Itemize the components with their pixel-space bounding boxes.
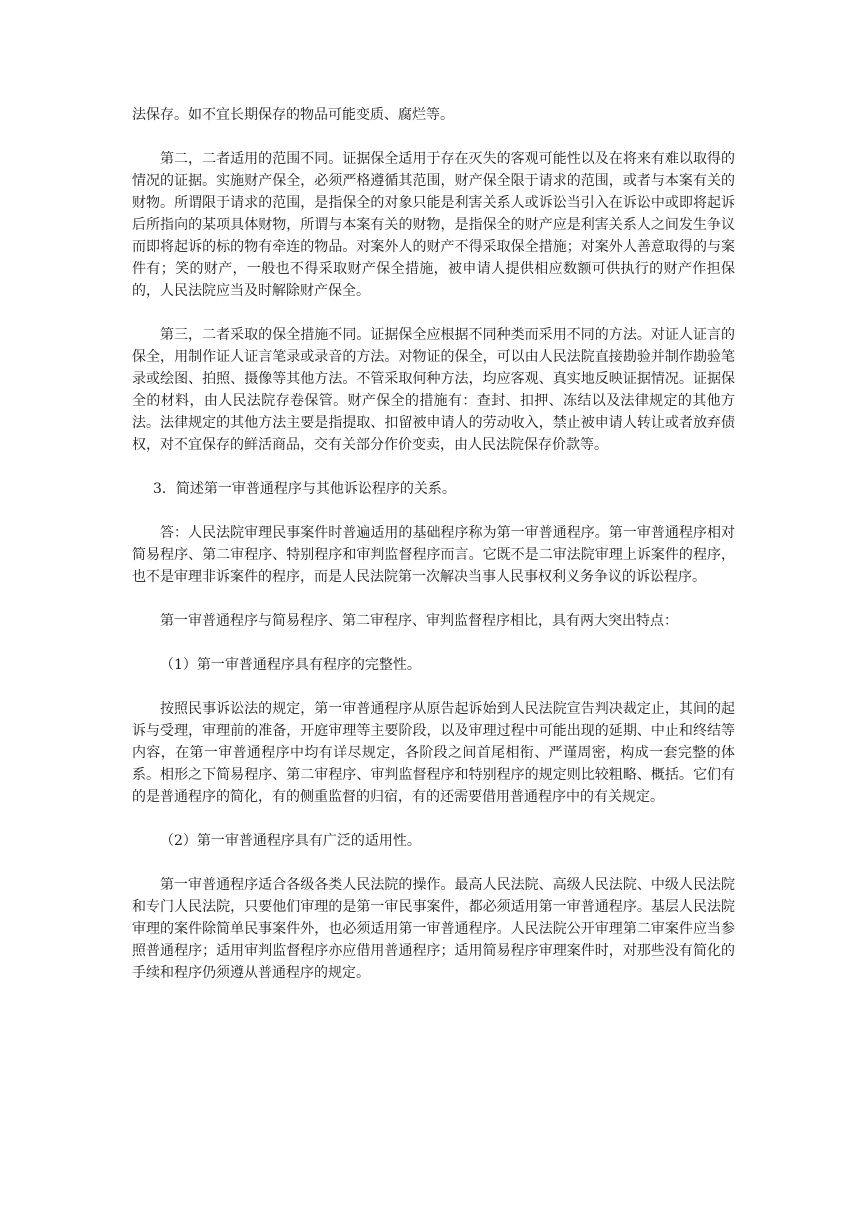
paragraph-features-intro: 第一审普通程序与简易程序、第二审程序、审判监督程序相比，具有两大突出特点： bbox=[160, 613, 678, 629]
paragraph-third-point: 第三，二者采取的保全措施不同。证据保全应根据不同种类而采用不同的方法。对证人证言的保全，用制作证人证言笔录或录音的方法。对物证的保全，可以由人民法院直接勘验并制作勘验笔录或绘图、拍照、摄像等其他方法。不管采取何种方法，均应客观、真实地反映证据情况。证据保全的材料，由人民法院存卷保管。财产保全的措施有：查封、扣押、冻结以及法律规定的其他方法。法律规定的其他方法主要是指提取、扣留被申请人的劳动收入，禁止被申请人转让或者放弃债权，对不宜保存的鲜活商品，交有关部分作价变卖，由人民法院保存价款等。 bbox=[132, 327, 735, 453]
document-body bbox=[132, 104, 735, 1006]
paragraph-applicability: 第一审普通程序适合各级各类人民法院的操作。最高人民法院、高级人民法院、中级人民法院和专门人民法院，只要他们审理的是第一审民事案件，都必须适用第一审普通程序。基层人民法院审理的案件除简单民事案件外，也必须适用第一审普通程序。人民法院公开审理第二审案件应当参照普通程序；适用审判监督程序亦应借用普通程序；适用简易程序审理案件时，对那些没有简化的手续和程序仍须遵从普通程序的规定。 bbox=[132, 877, 735, 981]
subheading-applicability: （2）第一审普通程序具有广泛的适用性。 bbox=[160, 833, 421, 849]
paragraph-answer: 答：人民法院审理民事案件时普遍适用的基础程序称为第一审普通程序。第一审普通程序相对简易程序、第二审程序、特别程序和审判监督程序而言。它既不是二审法院审理上诉案件的程序，也不是审理非诉案件的程序，而是人民法院第一次解决当事人民事权利义务争议的诉讼程序。 bbox=[132, 525, 735, 585]
subheading-completeness: （1）第一审普通程序具有程序的完整性。 bbox=[160, 657, 421, 673]
question-heading: 3．简述第一审普通程序与其他诉讼程序的关系。 bbox=[153, 481, 456, 497]
paragraph-continuation: 法保存。如不宜长期保存的物品可能变质、腐烂等。 bbox=[132, 107, 454, 123]
paragraph-completeness: 按照民事诉讼法的规定，第一审普通程序从原告起诉始到人民法院宣告判决裁定止，其间的起诉与受理，审理前的准备，开庭审理等主要阶段，以及审理过程中可能出现的延期、中止和终结等内容，在第一审普通程序中均有详尽规定，各阶段之间首尾相衔、严谨周密，构成一套完整的体系。相形之下简易程序、第二审程序、审判监督程序和特别程序的规定则比较粗略、概括。它们有的是普通程序的简化，有的侧重监督的归宿，有的还需要借用普通程序中的有关规定。 bbox=[132, 701, 735, 805]
paragraph-second-point: 第二，二者适用的范围不同。证据保全适用于存在灭失的客观可能性以及在将来有难以取得的情况的证据。实施财产保全，必须严格遵循其范围，财产保全限于请求的范围，或者与本案有关的财物。所谓限于请求的范围，是指保全的对象只能是利害关系人或诉讼当引入在诉讼中或即将起诉后所指向的某项具体财物，所谓与本案有关的财物，是指保全的财产应是利害关系人之间发生争议而即将起诉的标的物有牵连的物品。对案外人的财产不得采取保全措施；对案外人善意取得的与案件有；笑的财产，一般也不得采取财产保全措施，被申请人提供相应数额可供执行的财产作担保的，人民法院应当及时解除财产保全。 bbox=[132, 151, 735, 299]
